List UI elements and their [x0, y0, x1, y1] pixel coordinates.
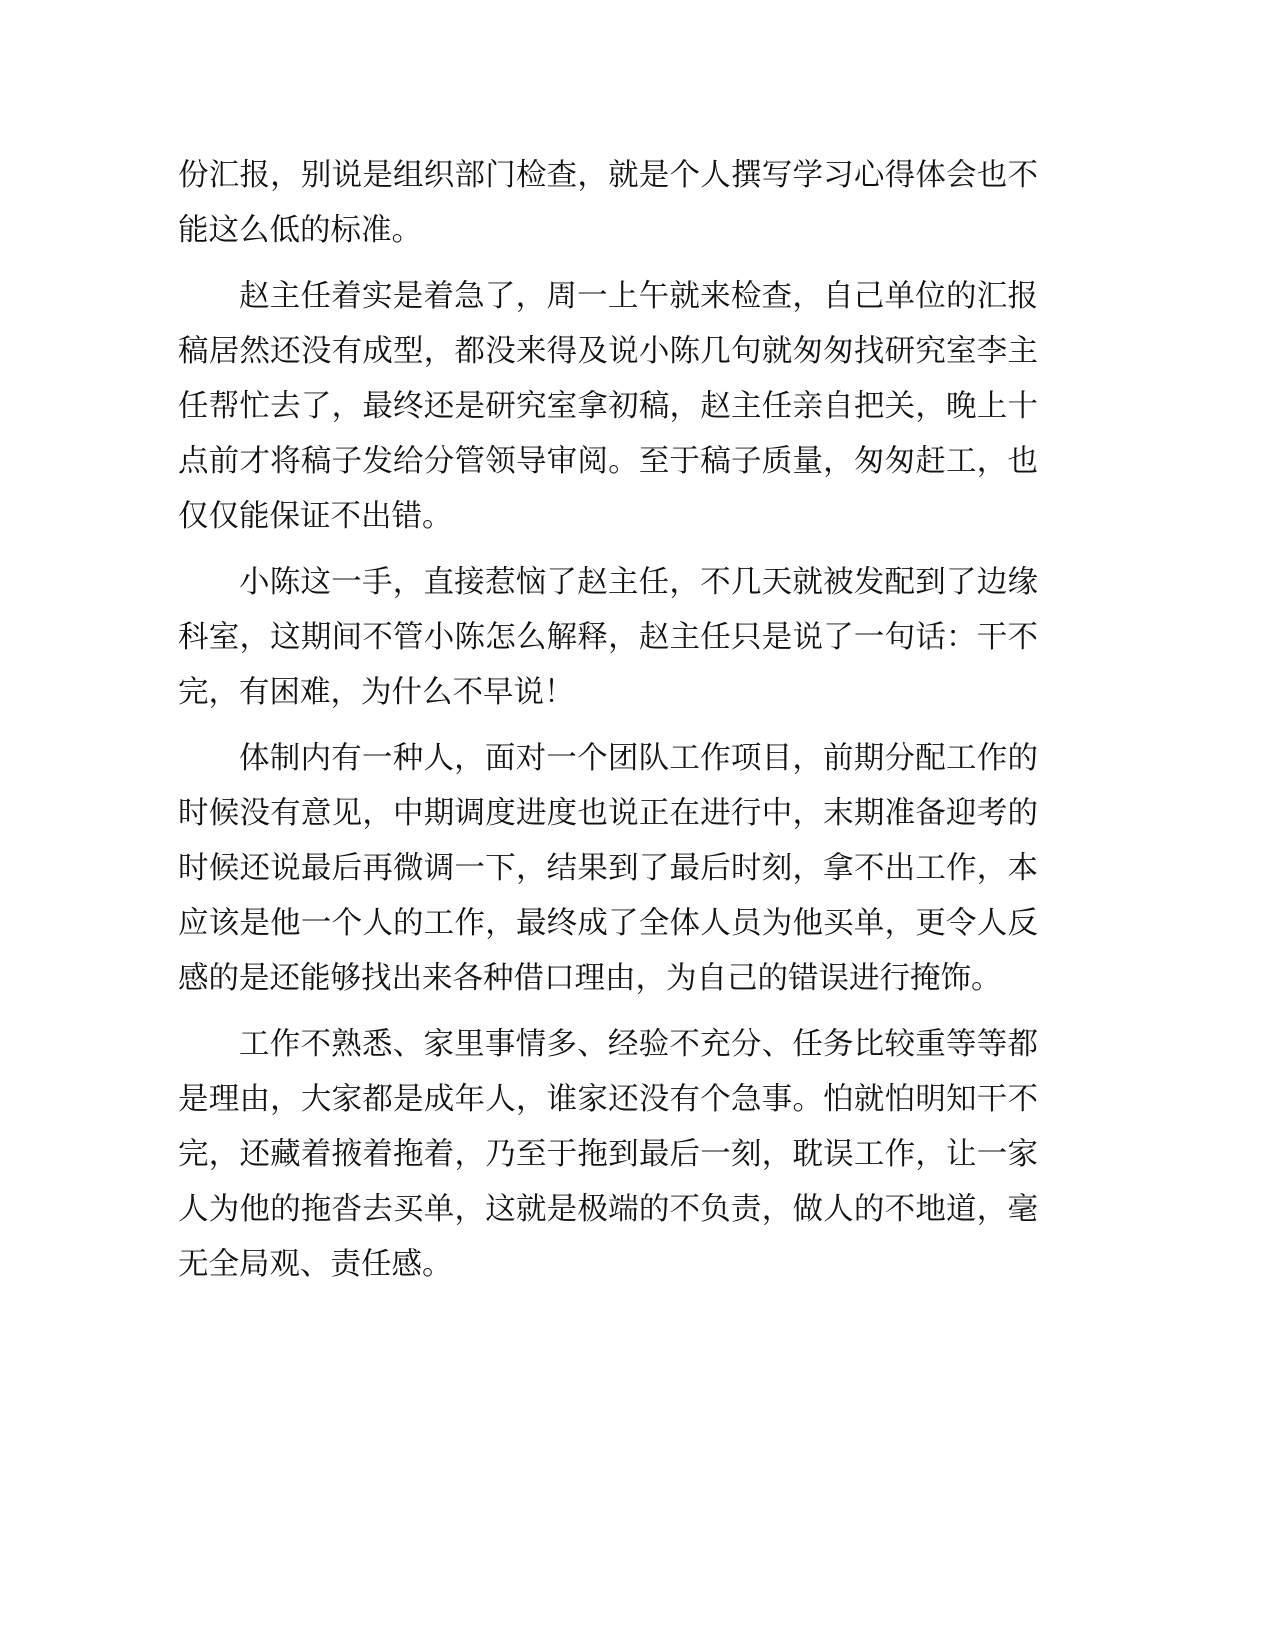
paragraph: 赵主任着实是着急了，周一上午就来检查，自己单位的汇报稿居然还没有成型，都没来得及说小陈几句就匆匆找研究室李主任帮忙去了，最终还是研究室拿初稿，赵主任亲自把关，晚上十点前才将稿子发给分管领导审阅。至于稿子质量，匆匆赶工，也仅仅能保证不出错。 — [178, 279, 1038, 534]
paragraph-continued: 份汇报，别说是组织部门检查，就是个人撰写学习心得体会也不能这么低的标准。 — [178, 158, 1038, 248]
paragraph: 体制内有一种人，面对一个团队工作项目，前期分配工作的时候没有意见，中期调度进度也说正在进行中，末期准备迎考的时候还说最后再微调一下，结果到了最后时刻，拿不出工作，本应该是他一个人的工作，最终成了全体人员为他买单，更令人反感的是还能够找出来各种借口理由，为自己的错误进行掩饰。 — [178, 741, 1038, 996]
paragraph: 小陈这一手，直接惹恼了赵主任，不几天就被发配到了边缘科室，这期间不管小陈怎么解释，赵主任只是说了一句话：干不完，有困难，为什么不早说！ — [178, 565, 1038, 710]
paragraph: 工作不熟悉、家里事情多、经验不充分、任务比较重等等都是理由，大家都是成年人，谁家还没有个急事。怕就怕明知干不完，还藏着掖着拖着，乃至于拖到最后一刻，耽误工作，让一家人为他的拖沓去买单，这就是极端的不负责，做人的不地道，毫无全局观、责任感。 — [178, 1027, 1038, 1282]
document-body — [178, 148, 1038, 1303]
